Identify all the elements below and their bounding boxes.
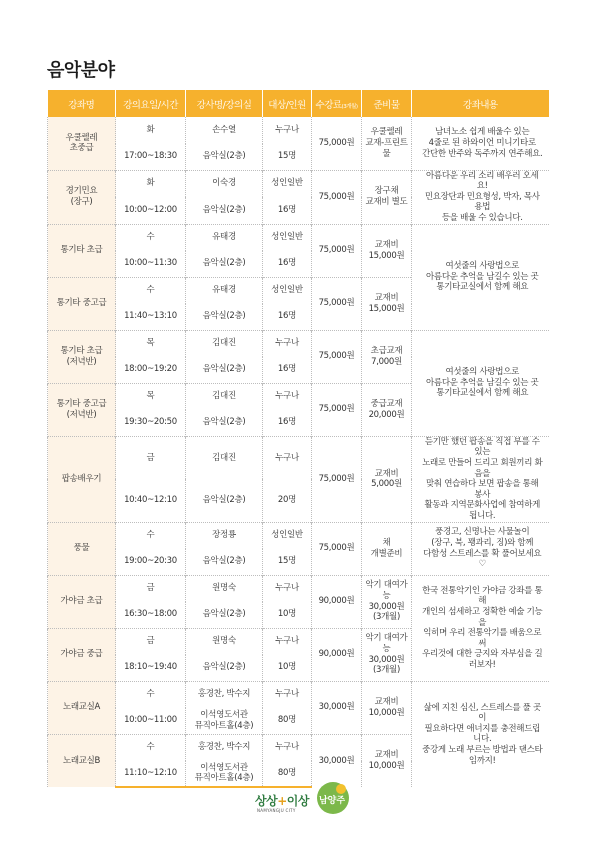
header-description: 강좌내용 bbox=[412, 90, 549, 117]
logo-connector: + bbox=[277, 794, 287, 808]
course-name: 우쿨렐레 초중급 bbox=[48, 117, 116, 170]
course-day: 수 bbox=[116, 522, 186, 549]
table-row bbox=[48, 224, 549, 251]
badge-text: 남양주 bbox=[318, 796, 346, 806]
course-target: 누구나 bbox=[263, 734, 312, 761]
course-time: 10:00~12:00 bbox=[116, 197, 186, 224]
course-fee: 90,000원 bbox=[312, 628, 362, 681]
course-fee: 75,000원 bbox=[312, 436, 362, 522]
course-capacity: 10명 bbox=[263, 602, 312, 629]
header-fee-note: (3개월) bbox=[341, 103, 358, 110]
table-row bbox=[48, 522, 549, 549]
course-day: 화 bbox=[116, 170, 186, 197]
course-time: 17:00~18:30 bbox=[116, 144, 186, 171]
course-time: 10:00~11:30 bbox=[116, 251, 186, 278]
course-fee: 30,000원 bbox=[312, 734, 362, 787]
course-target: 누구나 bbox=[263, 330, 312, 357]
course-materials: 악기 대여가능 30,000원 (3개월) bbox=[362, 628, 412, 681]
course-name: 통기타 중고급 bbox=[48, 277, 116, 330]
course-time: 19:00~20:30 bbox=[116, 549, 186, 576]
course-capacity: 16명 bbox=[263, 304, 312, 331]
course-table bbox=[47, 90, 549, 788]
course-name: 가야금 중급 bbox=[48, 628, 116, 681]
course-capacity: 15명 bbox=[263, 144, 312, 171]
course-description: 여섯줄의 사랑법으로 아름다운 추억을 남길수 있는 곳 통기타교실에서 함께 해요 bbox=[412, 330, 549, 436]
table-row bbox=[48, 681, 549, 708]
course-teacher: 이숙경 bbox=[186, 170, 263, 197]
course-room: 이석영도서관 뮤직아트홀(4층) bbox=[186, 761, 263, 788]
course-day: 수 bbox=[116, 681, 186, 708]
course-name: 풍물 bbox=[48, 522, 116, 575]
course-day: 금 bbox=[116, 436, 186, 479]
course-day: 수 bbox=[116, 224, 186, 251]
course-description: 한국 전통악기인 가야금 강좌를 통해 개인의 섬세하고 정확한 예술 기능을 익히며 우리 전통악기를 배움으로써 우리것에 대한 긍지와 자부심을 길러보자! bbox=[412, 575, 549, 681]
course-time: 16:30~18:00 bbox=[116, 602, 186, 629]
table-row bbox=[48, 330, 549, 357]
course-target: 성인일반 bbox=[263, 522, 312, 549]
table-row bbox=[48, 575, 549, 602]
course-room: 음악실(2층) bbox=[186, 304, 263, 331]
course-target: 누구나 bbox=[263, 117, 312, 144]
course-day: 금 bbox=[116, 628, 186, 655]
header-target: 대상/인원 bbox=[263, 90, 312, 117]
course-teacher: 홍경찬, 박수지 bbox=[186, 681, 263, 708]
city-logo bbox=[255, 778, 355, 823]
table-row bbox=[48, 436, 549, 479]
course-room: 음악실(2층) bbox=[186, 357, 263, 384]
logo-text-part2: 이상 bbox=[286, 794, 309, 808]
course-room: 이석영도서관 뮤직아트홀(4층) bbox=[186, 708, 263, 735]
header-fee bbox=[312, 90, 362, 117]
course-day: 수 bbox=[116, 734, 186, 761]
course-table-body bbox=[48, 117, 549, 787]
course-materials: 교재비 15,000원 bbox=[362, 277, 412, 330]
page-title: 음악분야 bbox=[47, 60, 115, 81]
header-fee-label: 수강료 bbox=[315, 99, 342, 111]
logo-subtitle: NAMYANGJU CITY bbox=[257, 808, 296, 813]
table-row bbox=[48, 170, 549, 197]
course-fee: 30,000원 bbox=[312, 681, 362, 734]
course-room: 음악실(2층) bbox=[186, 410, 263, 437]
course-fee: 75,000원 bbox=[312, 170, 362, 224]
course-capacity: 16명 bbox=[263, 197, 312, 224]
course-materials: 중급교재 20,000원 bbox=[362, 383, 412, 436]
course-time: 11:10~12:10 bbox=[116, 761, 186, 788]
course-description: 여섯줄의 사랑법으로 아름다운 추억을 남길수 있는 곳 통기타교실에서 함께 해요 bbox=[412, 224, 549, 330]
course-day: 목 bbox=[116, 383, 186, 410]
course-target: 누구나 bbox=[263, 628, 312, 655]
course-fee: 90,000원 bbox=[312, 575, 362, 628]
course-fee: 75,000원 bbox=[312, 277, 362, 330]
course-fee: 75,000원 bbox=[312, 330, 362, 383]
course-capacity: 16명 bbox=[263, 410, 312, 437]
course-description: 삶에 지친 심신, 스트레스를 풀 곳이 필요하다면 애너지를 충전해드립니다. 중강게 노래 부르는 방법과 댄스타임까지! bbox=[412, 681, 549, 787]
course-target: 성인일반 bbox=[263, 224, 312, 251]
course-name: 통기타 초급 (저녁반) bbox=[48, 330, 116, 383]
logo-wordmark bbox=[255, 792, 309, 809]
course-room: 음악실(2층) bbox=[186, 251, 263, 278]
course-name: 노래교실A bbox=[48, 681, 116, 734]
header-materials: 준비물 bbox=[362, 90, 412, 117]
course-teacher: 장정룡 bbox=[186, 522, 263, 549]
header-teacher-room: 강사명/강의실 bbox=[186, 90, 263, 117]
course-teacher: 유태경 bbox=[186, 224, 263, 251]
course-target: 누구나 bbox=[263, 383, 312, 410]
course-name: 경기민요 (장구) bbox=[48, 170, 116, 224]
course-time: 19:30~20:50 bbox=[116, 410, 186, 437]
course-room: 음악실(2층) bbox=[186, 549, 263, 576]
course-day: 목 bbox=[116, 330, 186, 357]
course-materials: 장구채 교재비 별도 bbox=[362, 170, 412, 224]
course-room: 음악실(2층) bbox=[186, 197, 263, 224]
course-materials: 교재비 10,000원 bbox=[362, 681, 412, 734]
course-target: 누구나 bbox=[263, 681, 312, 708]
course-time: 18:10~19:40 bbox=[116, 655, 186, 682]
course-description: 아름다운 우리 소리 배우러 오세요! 민요장단과 민요형성, 박자, 목사용법 등을 배울 수 있습니다. bbox=[412, 170, 549, 224]
course-name: 통기타 초급 bbox=[48, 224, 116, 277]
course-day: 금 bbox=[116, 575, 186, 602]
course-time: 10:00~11:00 bbox=[116, 708, 186, 735]
course-room: 음악실(2층) bbox=[186, 479, 263, 522]
course-time: 11:40~13:10 bbox=[116, 304, 186, 331]
course-teacher: 유태경 bbox=[186, 277, 263, 304]
header-course: 강좌명 bbox=[48, 90, 116, 117]
course-teacher: 손수열 bbox=[186, 117, 263, 144]
course-capacity: 20명 bbox=[263, 479, 312, 522]
course-name: 가야금 초급 bbox=[48, 575, 116, 628]
course-fee: 75,000원 bbox=[312, 522, 362, 575]
course-day: 화 bbox=[116, 117, 186, 144]
course-capacity: 10명 bbox=[263, 655, 312, 682]
course-teacher: 김대진 bbox=[186, 436, 263, 479]
course-target: 성인일반 bbox=[263, 170, 312, 197]
table-row bbox=[48, 117, 549, 144]
course-fee: 75,000원 bbox=[312, 117, 362, 170]
course-materials: 채 개별준비 bbox=[362, 522, 412, 575]
course-materials: 교재비 10,000원 bbox=[362, 734, 412, 787]
logo-text-part1: 상상 bbox=[255, 794, 278, 808]
course-room: 음악실(2층) bbox=[186, 602, 263, 629]
course-materials: 교재비 5,000원 bbox=[362, 436, 412, 522]
course-capacity: 15명 bbox=[263, 549, 312, 576]
city-badge-icon bbox=[315, 780, 351, 816]
course-target: 성인일반 bbox=[263, 277, 312, 304]
course-teacher: 원명숙 bbox=[186, 575, 263, 602]
course-teacher: 원명숙 bbox=[186, 628, 263, 655]
course-time: 10:40~12:10 bbox=[116, 479, 186, 522]
course-capacity: 80명 bbox=[263, 761, 312, 788]
course-teacher: 김대진 bbox=[186, 383, 263, 410]
course-capacity: 16명 bbox=[263, 357, 312, 384]
course-teacher: 홍경찬, 박수지 bbox=[186, 734, 263, 761]
course-materials: 악기 대여가능 30,000원 (3개월) bbox=[362, 575, 412, 628]
course-teacher: 김대진 bbox=[186, 330, 263, 357]
course-fee: 75,000원 bbox=[312, 383, 362, 436]
course-room: 음악실(2층) bbox=[186, 144, 263, 171]
course-description: 풍경고, 신명나는 사물놀이 (장구, 북, 꽹과리, 징)와 함께 다함성 스트레스를 확 풀어보세요♡ bbox=[412, 522, 549, 575]
course-description: 듣기만 했던 팝송을 직접 부를 수 있는 노래로 만들어 드리고 회원끼리 화음을 맞춰 연습하다 보면 팝송을 통해 봉사 활동과 지역문화사업에 참여하게 됩니다. bbox=[412, 436, 549, 522]
course-name: 팝송배우기 bbox=[48, 436, 116, 522]
course-capacity: 16명 bbox=[263, 251, 312, 278]
header-day-time: 강의요일/시간 bbox=[116, 90, 186, 117]
course-target: 누구나 bbox=[263, 575, 312, 602]
course-time: 18:00~19:20 bbox=[116, 357, 186, 384]
header-row bbox=[48, 90, 549, 117]
course-name: 노래교실B bbox=[48, 734, 116, 787]
course-room: 음악실(2층) bbox=[186, 655, 263, 682]
course-target: 누구나 bbox=[263, 436, 312, 479]
course-fee: 75,000원 bbox=[312, 224, 362, 277]
course-materials: 초급교재 7,000원 bbox=[362, 330, 412, 383]
course-name: 통기타 중고급 (저녁반) bbox=[48, 383, 116, 436]
course-day: 수 bbox=[116, 277, 186, 304]
course-capacity: 80명 bbox=[263, 708, 312, 735]
course-description: 남녀노소 쉽게 배울수 있는 4줄로 된 하와이언 미니기타로 간단한 반주와 독주까지 연주해요. bbox=[412, 117, 549, 170]
course-materials: 우쿨렐레 교재-프린트물 bbox=[362, 117, 412, 170]
course-materials: 교재비 15,000원 bbox=[362, 224, 412, 277]
